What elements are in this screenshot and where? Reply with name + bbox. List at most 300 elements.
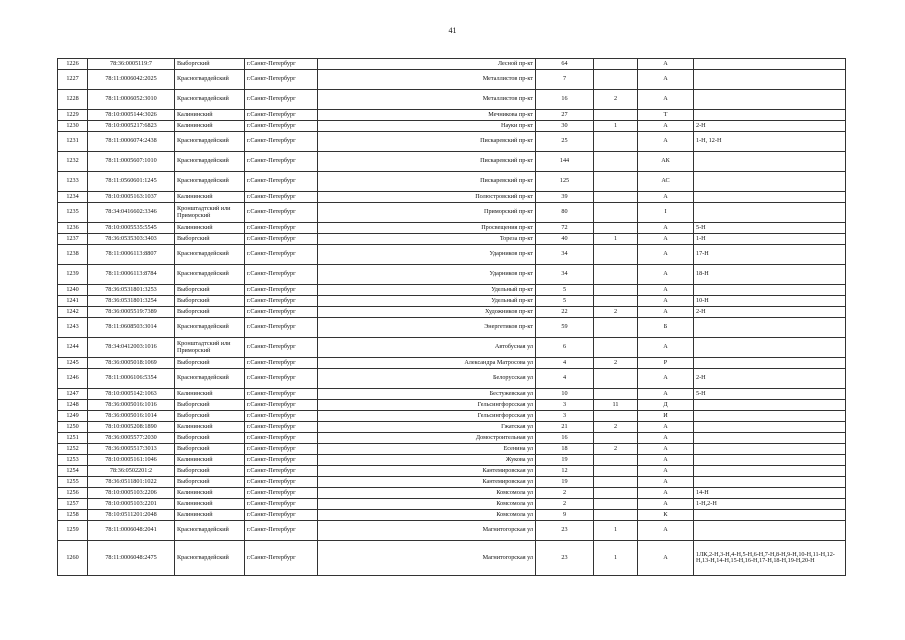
building-number-cell: 2 [594,307,638,318]
house-number-cell: 9 [536,510,594,521]
premises-note-cell [694,203,846,223]
street-cell: Тореза пр-кт [318,234,536,245]
district-cell: Кронштадтский или Приморский [175,338,245,358]
letter-cell: А [638,369,694,389]
table-row [58,499,846,510]
building-number-cell [594,318,638,338]
building-number-cell [594,285,638,296]
cadastral-number-cell: 78:11:0006113:8807 [88,245,175,265]
street-cell: Александра Матросова ул [318,358,536,369]
premises-note-cell [694,318,846,338]
street-cell: Удельный пр-кт [318,285,536,296]
letter-cell: А [638,90,694,110]
table-row [58,318,846,338]
house-number-cell: 2 [536,499,594,510]
district-cell: Выборгский [175,433,245,444]
building-number-cell [594,192,638,203]
table-row [58,477,846,488]
building-number-cell [594,466,638,477]
street-cell: Магнитогорская ул [318,521,536,541]
row-number-cell: 1231 [58,132,88,152]
city-cell: г.Санкт-Петербург [245,338,318,358]
cadastral-number-cell: 78:10:0005208:1890 [88,422,175,433]
row-number-cell: 1245 [58,358,88,369]
street-cell: Ударников пр-кт [318,265,536,285]
premises-note-cell: 1ЛК,2-Н,3-Н,4-Н,5-Н,6-Н,7-Н,8-Н,9-Н,10-Н,11-Н,12-Н,13-Н,14-Н,15-Н,16-Н,17-Н,18-Н,19-Н,20-Н [694,541,846,576]
house-number-cell: 27 [536,110,594,121]
letter-cell: А [638,70,694,90]
district-cell: Выборгский [175,411,245,422]
table-row [58,307,846,318]
table-row [58,422,846,433]
street-cell: Есенина ул [318,444,536,455]
city-cell: г.Санкт-Петербург [245,318,318,338]
city-cell: г.Санкт-Петербург [245,455,318,466]
cadastral-number-cell: 78:11:0006048:2475 [88,541,175,576]
table-row [58,70,846,90]
house-number-cell: 4 [536,369,594,389]
premises-note-cell [694,192,846,203]
street-cell: Полюстровский пр-кт [318,192,536,203]
letter-cell: А [638,477,694,488]
house-number-cell: 80 [536,203,594,223]
building-number-cell [594,245,638,265]
row-number-cell: 1259 [58,521,88,541]
street-cell: Комсомола ул [318,510,536,521]
building-number-cell [594,455,638,466]
premises-note-cell [694,422,846,433]
page-number: 41 [448,26,457,35]
building-number-cell: 2 [594,90,638,110]
city-cell: г.Санкт-Петербург [245,433,318,444]
premises-note-cell [694,358,846,369]
premises-note-cell: 18-Н [694,265,846,285]
house-number-cell: 19 [536,477,594,488]
building-number-cell: 2 [594,444,638,455]
city-cell: г.Санкт-Петербург [245,132,318,152]
district-cell: Калининский [175,488,245,499]
city-cell: г.Санкт-Петербург [245,358,318,369]
letter-cell: А [638,234,694,245]
table-body [58,59,846,576]
city-cell: г.Санкт-Петербург [245,422,318,433]
premises-note-cell: 2-Н [694,307,846,318]
letter-cell: Т [638,110,694,121]
house-number-cell: 34 [536,265,594,285]
house-number-cell: 64 [536,59,594,70]
premises-note-cell [694,110,846,121]
table-row [58,110,846,121]
cadastral-number-cell: 78:36:0531801:3254 [88,296,175,307]
table-row [58,90,846,110]
table-row [58,223,846,234]
letter-cell: А [638,132,694,152]
city-cell: г.Санкт-Петербург [245,203,318,223]
district-cell: Выборгский [175,358,245,369]
house-number-cell: 10 [536,389,594,400]
building-number-cell [594,433,638,444]
building-number-cell [594,510,638,521]
city-cell: г.Санкт-Петербург [245,234,318,245]
row-number-cell: 1243 [58,318,88,338]
district-cell: Красногвардейский [175,70,245,90]
row-number-cell: 1242 [58,307,88,318]
row-number-cell: 1240 [58,285,88,296]
street-cell: Металлистов пр-кт [318,70,536,90]
house-number-cell: 7 [536,70,594,90]
letter-cell: А [638,59,694,70]
house-number-cell: 22 [536,307,594,318]
cadastral-number-cell: 78:34:0416602:3346 [88,203,175,223]
street-cell: Ударников пр-кт [318,245,536,265]
premises-note-cell [694,70,846,90]
row-number-cell: 1251 [58,433,88,444]
city-cell: г.Санкт-Петербург [245,466,318,477]
table-row [58,296,846,307]
street-cell: Гельсингфорсская ул [318,411,536,422]
cadastral-number-cell: 78:11:0005607:1010 [88,152,175,172]
row-number-cell: 1250 [58,422,88,433]
house-number-cell: 125 [536,172,594,192]
building-number-cell [594,70,638,90]
street-cell: Лесной пр-кт [318,59,536,70]
street-cell: Пискаревский пр-кт [318,152,536,172]
letter-cell: А [638,499,694,510]
district-cell: Выборгский [175,466,245,477]
premises-note-cell: 14-Н [694,488,846,499]
city-cell: г.Санкт-Петербург [245,110,318,121]
building-number-cell [594,389,638,400]
table-row [58,488,846,499]
row-number-cell: 1255 [58,477,88,488]
district-cell: Калининский [175,422,245,433]
cadastral-number-cell: 78:11:0006052:3010 [88,90,175,110]
letter-cell: А [638,389,694,400]
house-number-cell: 3 [536,400,594,411]
letter-cell: I [638,203,694,223]
city-cell: г.Санкт-Петербург [245,488,318,499]
row-number-cell: 1232 [58,152,88,172]
letter-cell: Д [638,400,694,411]
district-cell: Кронштадтский или Приморский [175,203,245,223]
house-number-cell: 18 [536,444,594,455]
building-number-cell: 1 [594,234,638,245]
letter-cell: А [638,338,694,358]
city-cell: г.Санкт-Петербург [245,411,318,422]
city-cell: г.Санкт-Петербург [245,285,318,296]
house-number-cell: 59 [536,318,594,338]
letter-cell: А [638,422,694,433]
building-number-cell [594,132,638,152]
building-number-cell [594,488,638,499]
cadastral-number-cell: 78:36:0005119:7 [88,59,175,70]
premises-note-cell [694,510,846,521]
letter-cell: А [638,121,694,132]
district-cell: Выборгский [175,444,245,455]
property-registry-table [57,58,846,576]
cadastral-number-cell: 78:11:0560601:1245 [88,172,175,192]
building-number-cell [594,411,638,422]
house-number-cell: 2 [536,488,594,499]
house-number-cell: 12 [536,466,594,477]
district-cell: Красногвардейский [175,369,245,389]
district-cell: Калининский [175,455,245,466]
building-number-cell: 1 [594,541,638,576]
letter-cell: АК [638,152,694,172]
table-row [58,59,846,70]
table-row [58,466,846,477]
letter-cell: А [638,307,694,318]
letter-cell: А [638,444,694,455]
building-number-cell [594,59,638,70]
cadastral-number-cell: 78:36:0511801:1022 [88,477,175,488]
street-cell: Жукова ул [318,455,536,466]
street-cell: Комсомола ул [318,499,536,510]
letter-cell: К [638,510,694,521]
building-number-cell [594,499,638,510]
city-cell: г.Санкт-Петербург [245,90,318,110]
table-row [58,152,846,172]
letter-cell: Р [638,358,694,369]
premises-note-cell: 5-Н [694,389,846,400]
premises-note-cell: 1-Н,2-Н [694,499,846,510]
city-cell: г.Санкт-Петербург [245,477,318,488]
cadastral-number-cell: 78:36:0005519:7389 [88,307,175,318]
premises-note-cell: 5-Н [694,223,846,234]
letter-cell: А [638,223,694,234]
premises-note-cell [694,455,846,466]
premises-note-cell [694,285,846,296]
district-cell: Калининский [175,110,245,121]
table-row [58,234,846,245]
district-cell: Калининский [175,192,245,203]
premises-note-cell: 17-Н [694,245,846,265]
district-cell: Выборгский [175,285,245,296]
house-number-cell: 30 [536,121,594,132]
row-number-cell: 1234 [58,192,88,203]
row-number-cell: 1239 [58,265,88,285]
row-number-cell: 1253 [58,455,88,466]
building-number-cell [594,265,638,285]
district-cell: Калининский [175,389,245,400]
city-cell: г.Санкт-Петербург [245,296,318,307]
row-number-cell: 1247 [58,389,88,400]
street-cell: Белорусская ул [318,369,536,389]
table-row [58,444,846,455]
district-cell: Красногвардейский [175,265,245,285]
house-number-cell: 34 [536,245,594,265]
city-cell: г.Санкт-Петербург [245,444,318,455]
street-cell: Пискаревский пр-кт [318,172,536,192]
building-number-cell: 1 [594,121,638,132]
city-cell: г.Санкт-Петербург [245,400,318,411]
house-number-cell: 4 [536,358,594,369]
premises-note-cell: 2-Н [694,121,846,132]
house-number-cell: 3 [536,411,594,422]
table-row [58,265,846,285]
district-cell: Красногвардейский [175,318,245,338]
table-row [58,541,846,576]
house-number-cell: 6 [536,338,594,358]
building-number-cell [594,338,638,358]
table-row [58,411,846,422]
district-cell: Выборгский [175,234,245,245]
row-number-cell: 1233 [58,172,88,192]
house-number-cell: 72 [536,223,594,234]
street-cell: Металлистов пр-кт [318,90,536,110]
city-cell: г.Санкт-Петербург [245,70,318,90]
street-cell: Домостроительная ул [318,433,536,444]
district-cell: Калининский [175,510,245,521]
row-number-cell: 1230 [58,121,88,132]
table-row [58,132,846,152]
street-cell: Магнитогорская ул [318,541,536,576]
street-cell: Кантемировская ул [318,466,536,477]
street-cell: Кантемировская ул [318,477,536,488]
premises-note-cell [694,59,846,70]
row-number-cell: 1236 [58,223,88,234]
cadastral-number-cell: 78:11:0006042:2025 [88,70,175,90]
city-cell: г.Санкт-Петербург [245,152,318,172]
letter-cell: Б [638,318,694,338]
cadastral-number-cell: 78:11:0006074:2438 [88,132,175,152]
district-cell: Красногвардейский [175,90,245,110]
table-row [58,245,846,265]
row-number-cell: 1237 [58,234,88,245]
district-cell: Выборгский [175,307,245,318]
cadastral-number-cell: 78:36:0005577:2030 [88,433,175,444]
city-cell: г.Санкт-Петербург [245,245,318,265]
cadastral-number-cell: 78:36:0005018:1069 [88,358,175,369]
street-cell: Просвещения пр-кт [318,223,536,234]
building-number-cell: 2 [594,358,638,369]
letter-cell: А [638,296,694,307]
premises-note-cell [694,521,846,541]
house-number-cell: 23 [536,541,594,576]
building-number-cell [594,477,638,488]
district-cell: Выборгский [175,400,245,411]
street-cell: Энергетиков пр-кт [318,318,536,338]
street-cell: Мечникова пр-кт [318,110,536,121]
premises-note-cell [694,477,846,488]
district-cell: Калининский [175,121,245,132]
house-number-cell: 16 [536,433,594,444]
street-cell: Художников пр-кт [318,307,536,318]
letter-cell: А [638,488,694,499]
table-row [58,389,846,400]
row-number-cell: 1260 [58,541,88,576]
premises-note-cell: 1-Н [694,234,846,245]
building-number-cell [594,203,638,223]
table-row [58,338,846,358]
cadastral-number-cell: 78:10:0005161:1046 [88,455,175,466]
premises-note-cell: 10-Н [694,296,846,307]
table-row [58,510,846,521]
row-number-cell: 1248 [58,400,88,411]
street-cell: Комсомола ул [318,488,536,499]
city-cell: г.Санкт-Петербург [245,369,318,389]
cadastral-number-cell: 78:36:0005016:1014 [88,411,175,422]
premises-note-cell [694,400,846,411]
row-number-cell: 1229 [58,110,88,121]
street-cell: Науки пр-кт [318,121,536,132]
street-cell: Удельный пр-кт [318,296,536,307]
cadastral-number-cell: 78:10:0005103:2206 [88,488,175,499]
row-number-cell: 1244 [58,338,88,358]
cadastral-number-cell: 78:10:0005103:2201 [88,499,175,510]
premises-note-cell [694,172,846,192]
district-cell: Красногвардейский [175,521,245,541]
table-row [58,172,846,192]
table-row [58,285,846,296]
cadastral-number-cell: 78:10:0005217:6823 [88,121,175,132]
district-cell: Красногвардейский [175,172,245,192]
letter-cell: А [638,245,694,265]
premises-note-cell [694,466,846,477]
premises-note-cell [694,444,846,455]
row-number-cell: 1249 [58,411,88,422]
house-number-cell: 16 [536,90,594,110]
street-cell: Гельсингфорсская ул [318,400,536,411]
table-row [58,521,846,541]
table-row [58,433,846,444]
premises-note-cell: 1-Н, 12-Н [694,132,846,152]
premises-note-cell [694,411,846,422]
house-number-cell: 39 [536,192,594,203]
district-cell: Калининский [175,499,245,510]
city-cell: г.Санкт-Петербург [245,223,318,234]
premises-note-cell [694,152,846,172]
cadastral-number-cell: 78:10:0511201:2048 [88,510,175,521]
row-number-cell: 1227 [58,70,88,90]
cadastral-number-cell: 78:11:0006106:5354 [88,369,175,389]
house-number-cell: 25 [536,132,594,152]
city-cell: г.Санкт-Петербург [245,541,318,576]
row-number-cell: 1235 [58,203,88,223]
house-number-cell: 21 [536,422,594,433]
house-number-cell: 19 [536,455,594,466]
row-number-cell: 1254 [58,466,88,477]
letter-cell: А [638,541,694,576]
letter-cell: А [638,285,694,296]
row-number-cell: 1258 [58,510,88,521]
cadastral-number-cell: 78:36:0502201:2 [88,466,175,477]
cadastral-number-cell: 78:11:0608503:3014 [88,318,175,338]
letter-cell: И [638,411,694,422]
row-number-cell: 1246 [58,369,88,389]
row-number-cell: 1226 [58,59,88,70]
cadastral-number-cell: 78:10:0005144:3026 [88,110,175,121]
city-cell: г.Санкт-Петербург [245,172,318,192]
district-cell: Выборгский [175,59,245,70]
cadastral-number-cell: 78:11:0006048:2041 [88,521,175,541]
district-cell: Красногвардейский [175,541,245,576]
district-cell: Красногвардейский [175,132,245,152]
letter-cell: А [638,192,694,203]
row-number-cell: 1238 [58,245,88,265]
row-number-cell: 1257 [58,499,88,510]
building-number-cell: 2 [594,422,638,433]
house-number-cell: 5 [536,285,594,296]
district-cell: Красногвардейский [175,245,245,265]
cadastral-number-cell: 78:11:0006113:8784 [88,265,175,285]
city-cell: г.Санкт-Петербург [245,510,318,521]
district-cell: Красногвардейский [175,152,245,172]
building-number-cell [594,223,638,234]
building-number-cell [594,152,638,172]
city-cell: г.Санкт-Петербург [245,499,318,510]
row-number-cell: 1228 [58,90,88,110]
